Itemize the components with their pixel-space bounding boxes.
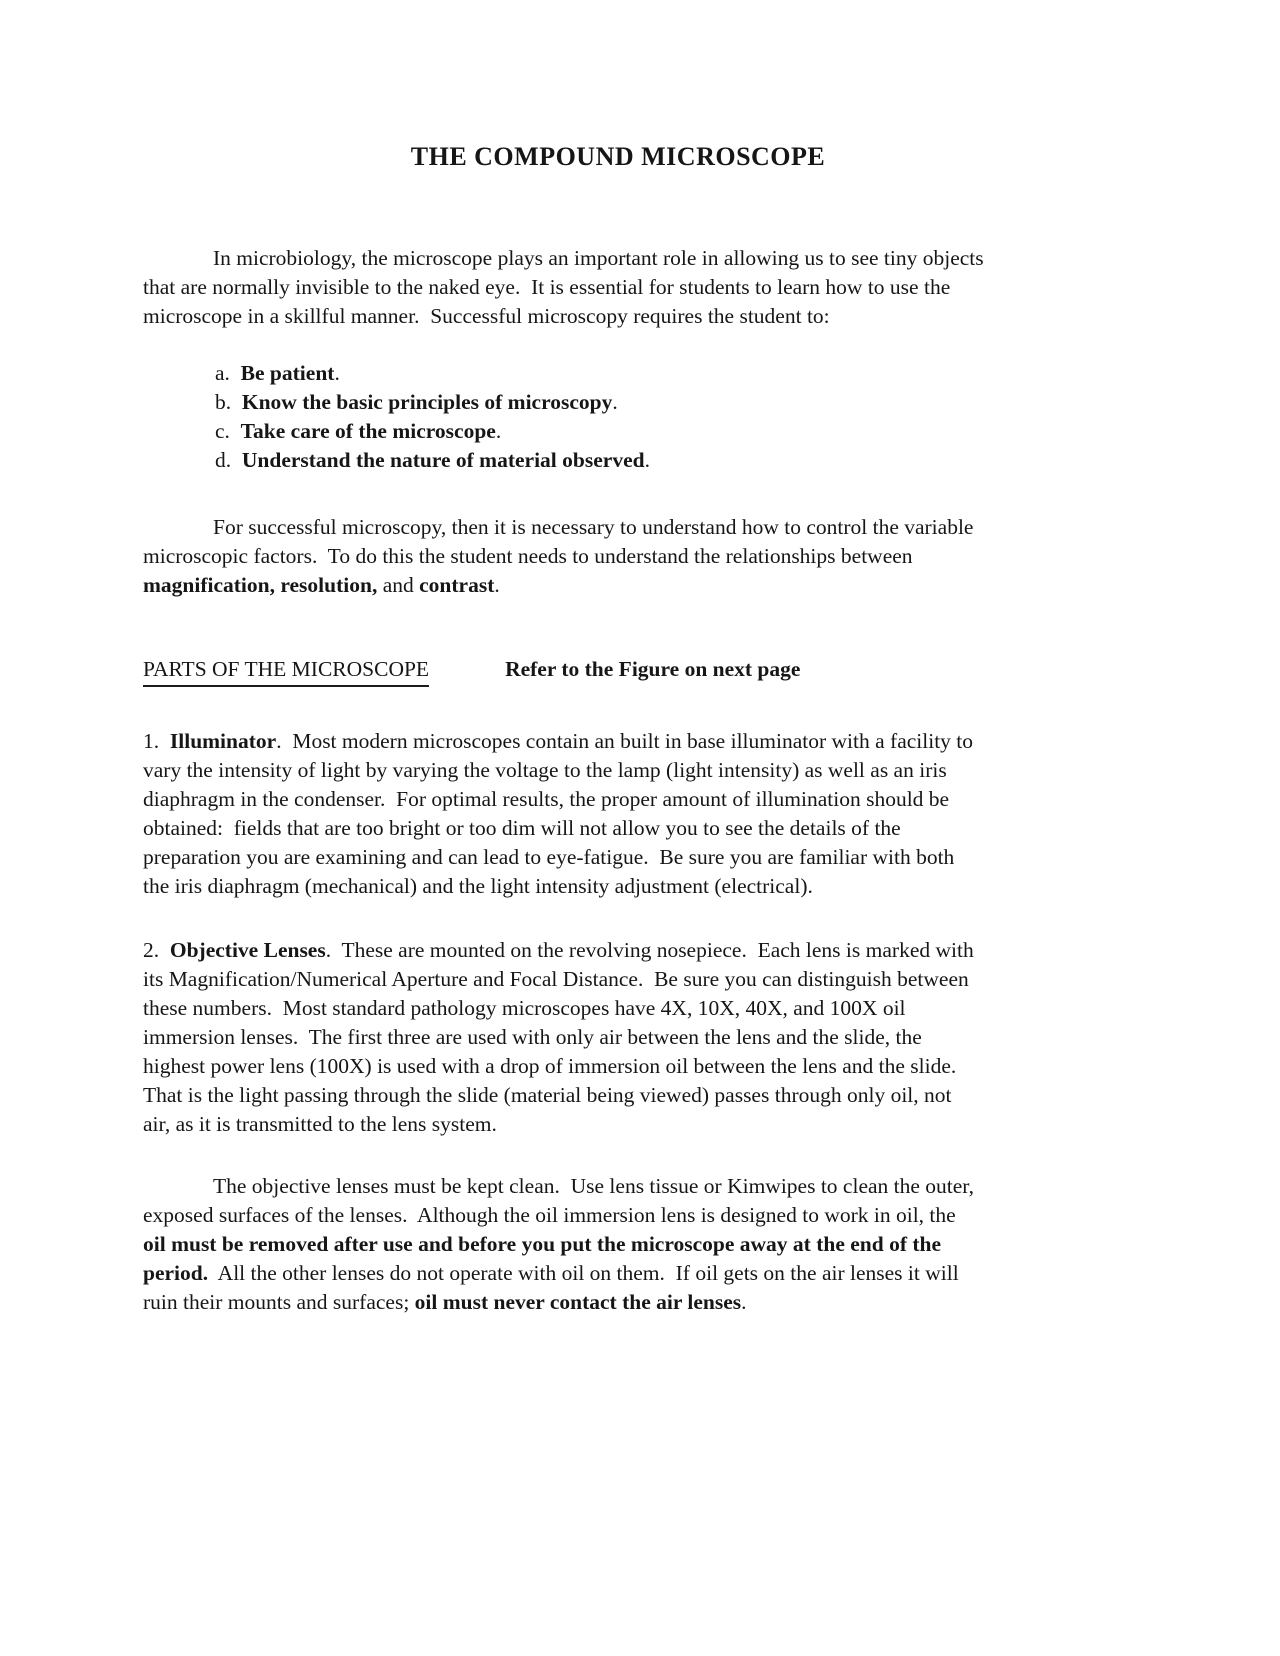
text-line: immersion lenses. The first three are used with only air between the lens and the slide, the xyxy=(143,1025,922,1049)
text-line: these numbers. Most standard pathology microscopes have 4X, 10X, 40X, and 100X oil xyxy=(143,996,906,1020)
section-heading: PARTS OF THE MICROSCOPE xyxy=(143,655,429,687)
text-line: For successful microscopy, then it is necessary to understand how to control the variable xyxy=(213,515,974,539)
text-line: That is the light passing through the slide (material being viewed) passes through only oil, not xyxy=(143,1083,952,1107)
text-line: oil must be removed after use and before you put the microscope away at the end of the xyxy=(143,1232,942,1256)
text-line: air, as it is transmitted to the lens system. xyxy=(143,1112,497,1136)
paragraph-illuminator xyxy=(143,727,1093,901)
paragraph-objective-lenses xyxy=(143,936,1093,1139)
page-title: THE COMPOUND MICROSCOPE xyxy=(410,142,826,171)
list-student-requirements-list xyxy=(143,359,1093,475)
text-line: its Magnification/Numerical Aperture and Focal Distance. Be sure you can distinguish between xyxy=(143,967,969,991)
text-line: magnification, resolution, and contrast. xyxy=(143,573,500,597)
text-line: b. Know the basic principles of microscopy. xyxy=(215,390,618,414)
text-line: microscope in a skillful manner. Successful microscopy requires the student to: xyxy=(143,304,830,328)
text-line: c. Take care of the microscope. xyxy=(215,419,502,443)
text-line: ruin their mounts and surfaces; oil must never contact the air lenses. xyxy=(143,1290,747,1314)
text-line: the iris diaphragm (mechanical) and the light intensity adjustment (electrical). xyxy=(143,874,813,898)
text-line: obtained: fields that are too bright or too dim will not allow you to see the details of the xyxy=(143,816,901,840)
text-line: d. Understand the nature of material observed. xyxy=(215,448,650,472)
paragraph-intro xyxy=(143,244,1093,331)
text-line: highest power lens (100X) is used with a drop of immersion oil between the lens and the slide. xyxy=(143,1054,957,1078)
text-line: a. Be patient. xyxy=(215,361,340,385)
text-line: microscopic factors. To do this the student needs to understand the relationships between xyxy=(143,544,913,568)
section-heading-note: Refer to the Figure on next page xyxy=(505,657,801,681)
text-line: exposed surfaces of the lenses. Although the oil immersion lens is designed to work in oil, the xyxy=(143,1203,956,1227)
text-line: diaphragm in the condenser. For optimal results, the proper amount of illumination should be xyxy=(143,787,950,811)
text-line: 2. Objective Lenses. These are mounted on the revolving nosepiece. Each lens is marked with xyxy=(143,938,974,962)
text-line: In microbiology, the microscope plays an important role in allowing us to see tiny objects xyxy=(213,246,984,270)
document-blocks xyxy=(143,244,1093,1317)
heading-parts-heading xyxy=(143,655,1093,687)
document-content xyxy=(143,0,1093,1317)
paragraph-lens-care xyxy=(143,1172,1093,1317)
paragraph-factors xyxy=(143,513,1093,600)
text-line: The objective lenses must be kept clean. Use lens tissue or Kimwipes to clean the outer, xyxy=(213,1174,974,1198)
text-line: 1. Illuminator. Most modern microscopes contain an built in base illuminator with a facility to xyxy=(143,729,974,753)
text-line: preparation you are examining and can lead to eye-fatigue. Be sure you are familiar with both xyxy=(143,845,955,869)
text-line: period. All the other lenses do not operate with oil on them. If oil gets on the air lenses it will xyxy=(143,1261,959,1285)
text-line: vary the intensity of light by varying the voltage to the lamp (light intensity) as well as an iris xyxy=(143,758,947,782)
text-line: that are normally invisible to the naked eye. It is essential for students to learn how to use the xyxy=(143,275,951,299)
